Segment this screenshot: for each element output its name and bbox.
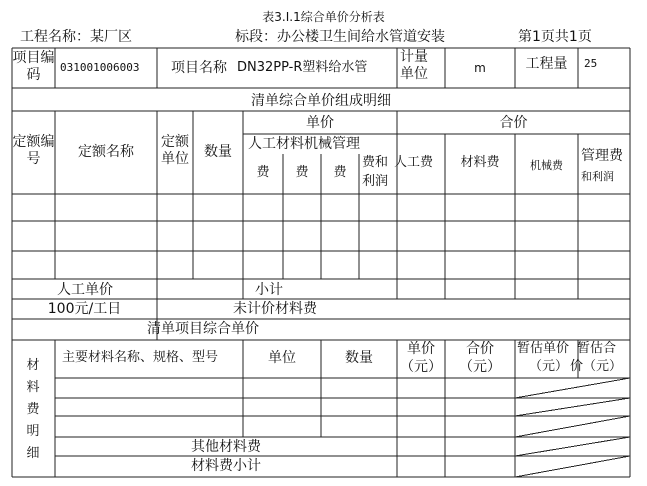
fee-material: 费 [295,165,309,180]
item-composite-price-label: 清单项目综合单价 [147,321,259,337]
page-title: 表3.I.1综合单价分析表 [262,10,385,24]
mat-col-name: 主要材料名称、规格、型号 [62,350,219,365]
labor-unit-price-label: 人工单价 [57,282,113,298]
fee-mgmt-line2: 利润 [362,174,389,189]
col-quota-name: 定额名称 [78,144,134,160]
unit-sub-header: 人工材料机械管理 [248,136,360,152]
unpriced-material-label: 未计价材料费 [233,301,317,317]
item-name-label: 项目名称 [171,60,227,76]
mat-col-total-unit: （元） [459,359,501,375]
col-quota-unit: 定额单位 [161,134,189,167]
col-quota-code: 定额编号 [12,134,55,167]
materials-side-label: 材料费明细 [26,358,40,461]
fee-labor: 费 [256,165,270,180]
fee-machine: 费 [333,165,347,180]
total-labor: 人工费 [394,155,434,170]
project-name: 工程名称：某厂区 [20,29,132,45]
other-material-label: 其他材料费 [191,439,261,455]
quantity-value: 25 [584,57,598,70]
total-mgmt-line1: 管理费 [581,148,623,164]
composition-title: 清单综合单价组成明细 [251,93,391,109]
subtotal-label: 小计 [255,282,283,298]
total-material: 材料费 [460,155,500,170]
mat-col-est-unit-unit: （元） [529,359,569,374]
item-code-label: 项目编码 [12,50,55,83]
section-name: 标段：办公楼卫生间给水管道安装 [235,29,445,45]
mat-col-est-total: 暂估合 [577,341,617,356]
material-subtotal-label: 材料费小计 [191,458,261,474]
col-quantity: 数量 [204,144,232,160]
mat-col-unit-price-unit: （元） [400,359,442,375]
mat-col-qty: 数量 [345,350,373,366]
mat-col-est-total-unit: 价（元） [570,359,623,374]
total-machine: 机械费 [530,159,563,172]
fee-mgmt-line1: 费和 [362,155,389,170]
item-name-value: DN32PP-R塑料给水管 [237,60,368,75]
unit-label: 计量单位 [400,49,428,82]
mat-col-unit: 单位 [268,350,296,366]
group-total-price: 合价 [499,115,528,131]
total-mgmt-line2: 和利润 [581,170,614,183]
item-code-value: 031001006003 [60,61,140,74]
unit-value: m [474,61,486,75]
quantity-label: 工程量 [525,56,568,72]
mat-col-est-unit: 暂估单价 [517,341,570,356]
page-indicator: 第1页共1页 [518,29,592,45]
mat-col-unit-price: 单价 [407,341,435,357]
labor-rate: 100元/工日 [47,301,122,317]
group-unit-price: 单价 [306,115,334,131]
mat-col-total: 合价 [466,341,494,357]
